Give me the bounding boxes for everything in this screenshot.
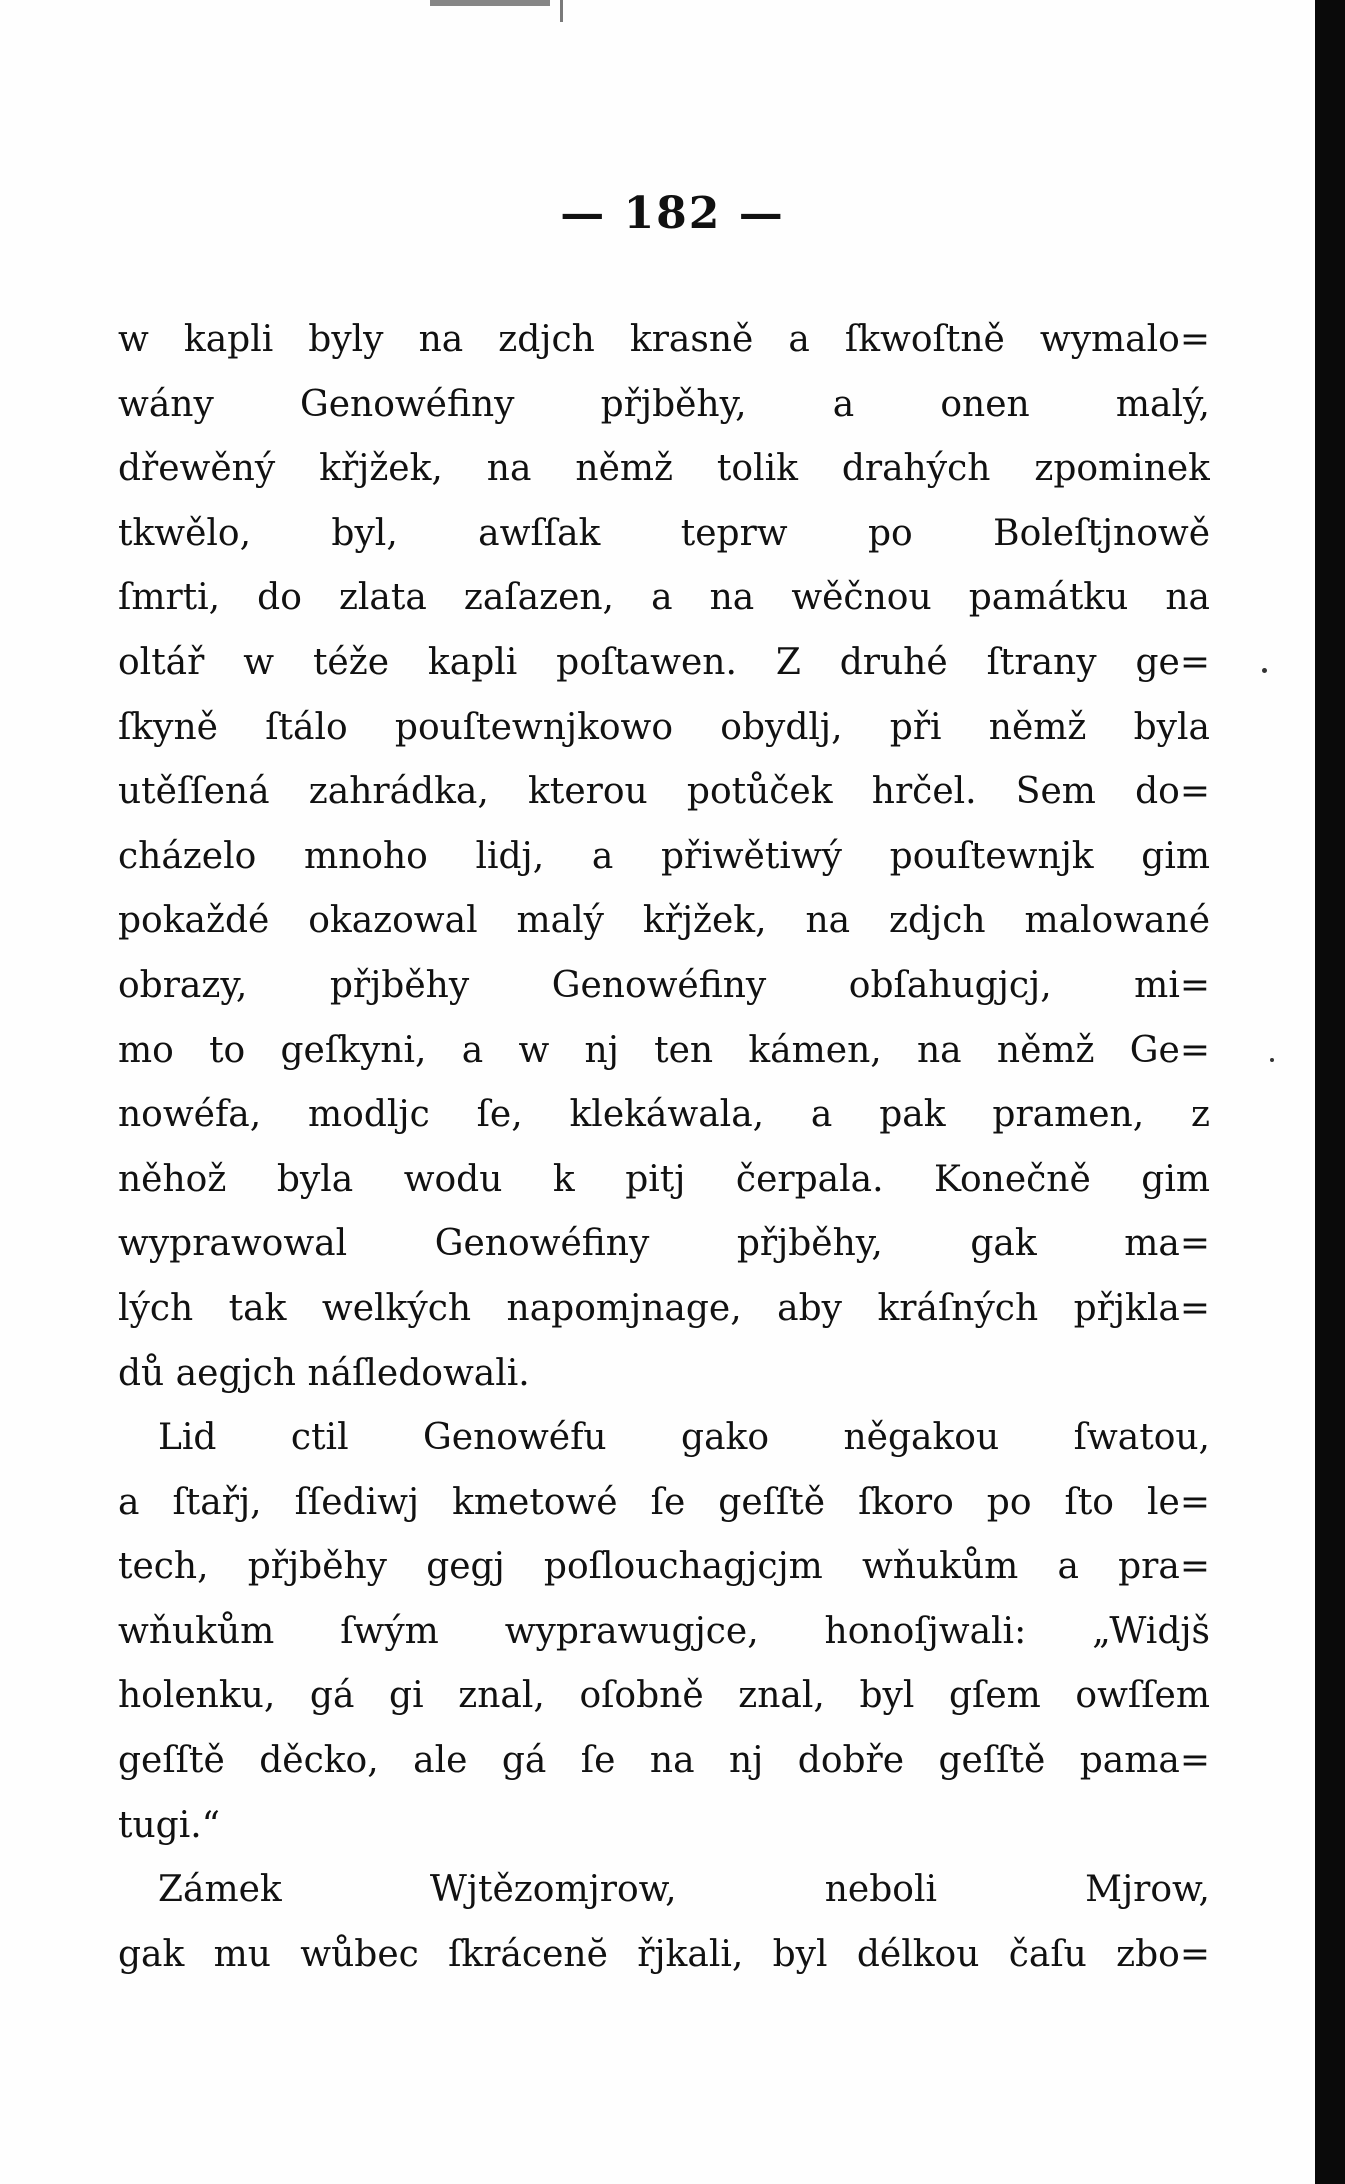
text-line: a ſtařj, ſſediwj kmetowé ſe geſſtě ſkoro po ſto le=: [118, 1481, 1210, 1523]
scan-speck: [1270, 1058, 1274, 1062]
text-line: holenku, gá gi znal, oſobně znal, byl gſem owſſem: [118, 1675, 1210, 1717]
text-line: ſkyně ſtálo pouſtewnjkowo obydlj, při němž byla: [118, 706, 1210, 748]
scan-speck: [1262, 668, 1267, 673]
scan-edge-mark: [430, 0, 550, 6]
text-line: ſmrti, do zlata zaſazen, a na wěčnou památku na: [118, 577, 1210, 619]
scan-dark-edge: [1315, 0, 1345, 2184]
text-line: nowéfa, modljc ſe, klekáwala, a pak pramen, z: [118, 1094, 1210, 1136]
text-line: w kapli byly na zdjch krasně a ſkwoſtně wymalo=: [118, 319, 1210, 360]
text-line: gak mu wůbec ſkrácenĕ řjkali, byl délkou čaſu zbo=: [118, 1933, 1210, 1975]
text-line: pokaždé okazowal malý křjžek, na zdjch malowané: [118, 900, 1210, 942]
text-line: obrazy, přjběhy Genowéfiny obſahugjcj, mi=: [118, 964, 1210, 1006]
text-line: tkwělo, byl, awſſak teprw po Boleſtjnowě: [118, 512, 1210, 554]
paragraph: [118, 308, 1210, 1406]
text-line: tech, přjběhy gegj poſlouchagjcjm wňukům a pra=: [118, 1546, 1210, 1588]
text-line: mo to geſkyni, a w nj ten kámen, na němž Ge=: [118, 1029, 1210, 1071]
text-line: dřewěný křjžek, na němž tolik drahých zpominek: [118, 448, 1210, 490]
text-line: wány Genowéfiny přjběhy, a onen malý,: [118, 383, 1210, 425]
text-line: cházelo mnoho lidj, a přiwětiwý pouſtewnjk gim: [118, 835, 1210, 877]
text-line: utěſſená zahrádka, kterou potůček hrčel. Sem do=: [118, 771, 1210, 813]
paragraph: [118, 1858, 1210, 1987]
text-line: dů aegjch náſledowali.: [118, 1352, 530, 1394]
text-line: geſſtě děcko, ale gá ſe na nj dobře geſſtě pama=: [118, 1740, 1210, 1782]
text-line: lých tak welkých napomjnage, aby kráſných přjkla=: [118, 1287, 1210, 1329]
text-line: Lid ctil Genowéfu gako něgakou ſwatou,: [158, 1417, 1210, 1459]
text-line: tugi.“: [118, 1804, 221, 1846]
text-line: wňukům ſwým wyprawugjce, honoſjwali: „Widjš: [118, 1610, 1210, 1652]
text-line: Zámek Wjtězomjrow, neboli Mjrow,: [158, 1869, 1210, 1911]
page-number: — 182 —: [560, 188, 785, 239]
text-line: oltář w téže kapli poſtawen. Z druhé ſtrany ge=: [118, 641, 1210, 683]
text-line: něhož byla wodu k pitj čerpala. Konečně gim: [118, 1158, 1210, 1200]
scan-edge-tick: [560, 0, 563, 22]
body-text: [118, 308, 1210, 1987]
text-line: wyprawowal Genowéfiny přjběhy, gak ma=: [118, 1223, 1210, 1265]
paragraph: [118, 1406, 1210, 1858]
